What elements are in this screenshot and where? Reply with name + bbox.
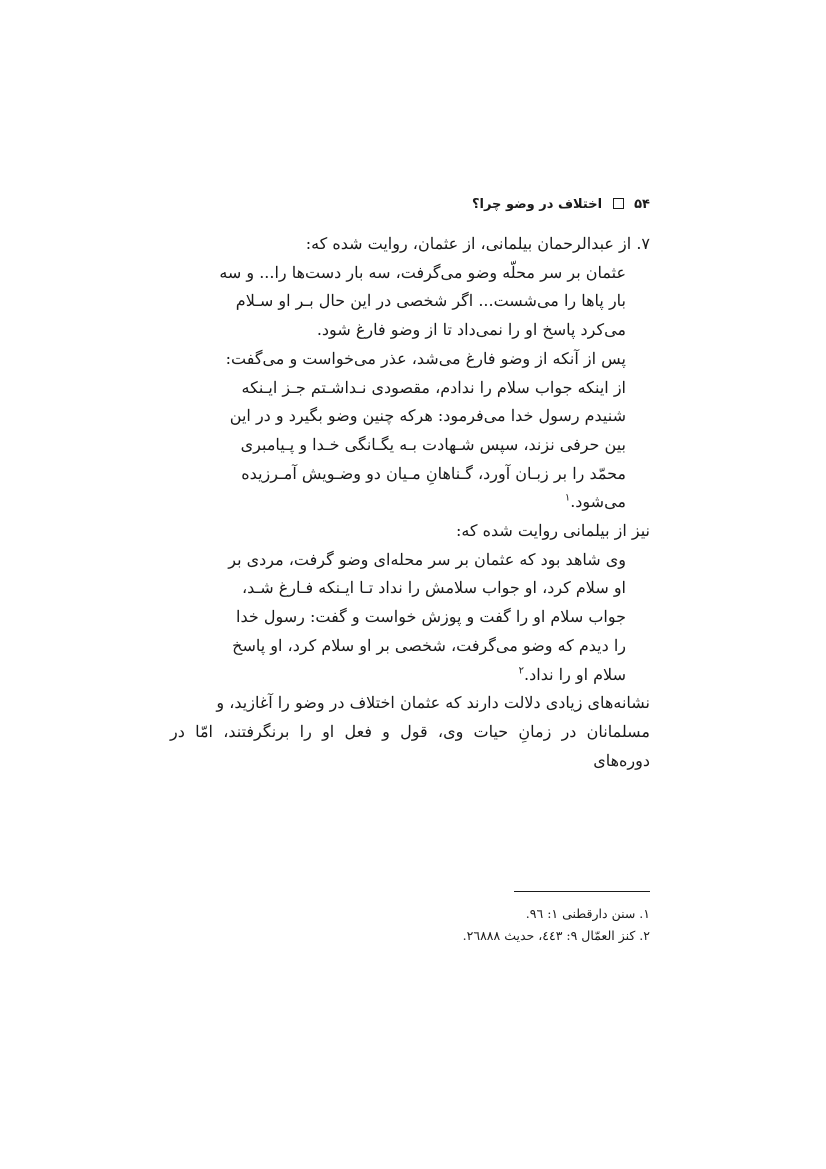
quote1-last-text: می‌شود. (570, 492, 626, 512)
quote1-line: می‌کرد پاسخ او را نمی‌داد تا از وضو فارغ شود. (316, 320, 626, 340)
quote2-last-text: سلام او را نداد. (524, 664, 626, 684)
quote2-line: جواب سلام او را گفت و پوزش خواست و گفت: رسول خدا (236, 607, 626, 627)
quote1-line: بین حرفی نزند، سپس شـهادت بـه یگـانگی خـدا و پـیامبری (240, 434, 626, 454)
square-bullet-icon (613, 198, 624, 209)
footnote-2: ۲. کنز العمّال ۹: ٤٤٣، حدیث ٢٦٨٨٨. (462, 928, 650, 943)
footnote-divider (514, 891, 650, 892)
item-intro: ۷. از عبدالرحمان بیلمانی، از عثمان، روایت شده که: (305, 234, 650, 253)
quote1-line: عثمان بر سر محلّه وضو می‌گرفت، سه بار دست‌ها را... و سه (219, 262, 626, 282)
footnotes (170, 903, 650, 947)
quote-block-1 (170, 259, 650, 517)
quote1-line: شنیدم رسول خدا می‌فرمود: هرکه چنین وضو بگیرد و در این (229, 406, 626, 426)
quote1-line: از اینکه جواب سلام را ندادم، مقصودی نـداشـتم جـز ایـنکه (241, 377, 626, 397)
quote1-line (170, 488, 626, 517)
quote1-line: بار پاها را می‌شست... اگر شخصی در این حال بـر او سـلام (235, 291, 626, 311)
footnote-ref-2: ۲ (518, 665, 525, 677)
running-header (170, 196, 650, 214)
quote1-line: پس از آنکه از وضو فارغ می‌شد، عذر می‌خواست و می‌گفت: (225, 348, 626, 368)
quote2-line: وی شاهد بود که عثمان بر سر محله‌ای وضو گرفت، مردی بر (228, 549, 626, 569)
closing-line: نشانه‌های زیادی دلالت دارند که عثمان اختلاف در وضو را آغازید، و (216, 693, 650, 713)
footnote-ref-1: ۱ (564, 493, 571, 504)
page-number: ۵۴ (634, 197, 650, 212)
quote2-line: او سلام کرد، او جواب سلامش را نداد تـا ایـنکه فـارغ شـد، (241, 578, 626, 598)
main-text (170, 230, 650, 775)
quote-block-2 (170, 546, 650, 690)
footnote-1: ۱. سنن دارقطنی ۱: ۹٦. (525, 906, 650, 921)
quote2-line (170, 661, 626, 690)
item-intro-2: نیز از بیلمانی روایت شده که: (455, 521, 650, 541)
running-title: اختلاف در وضو چرا؟ (471, 197, 603, 212)
quote1-line: محمّد را بر زبـان آورد، گـناهانِ مـیان دو وضـویش آمـرزیده (241, 463, 626, 483)
quote2-line: را دیدم که وضو می‌گرفت، شخصی بر او سلام کرد، او پاسخ (232, 635, 626, 655)
closing-line: مسلمانان در زمانِ حیات وی، قول و فعل او را برنگرفتند، امّا در دوره‌های (170, 721, 650, 770)
